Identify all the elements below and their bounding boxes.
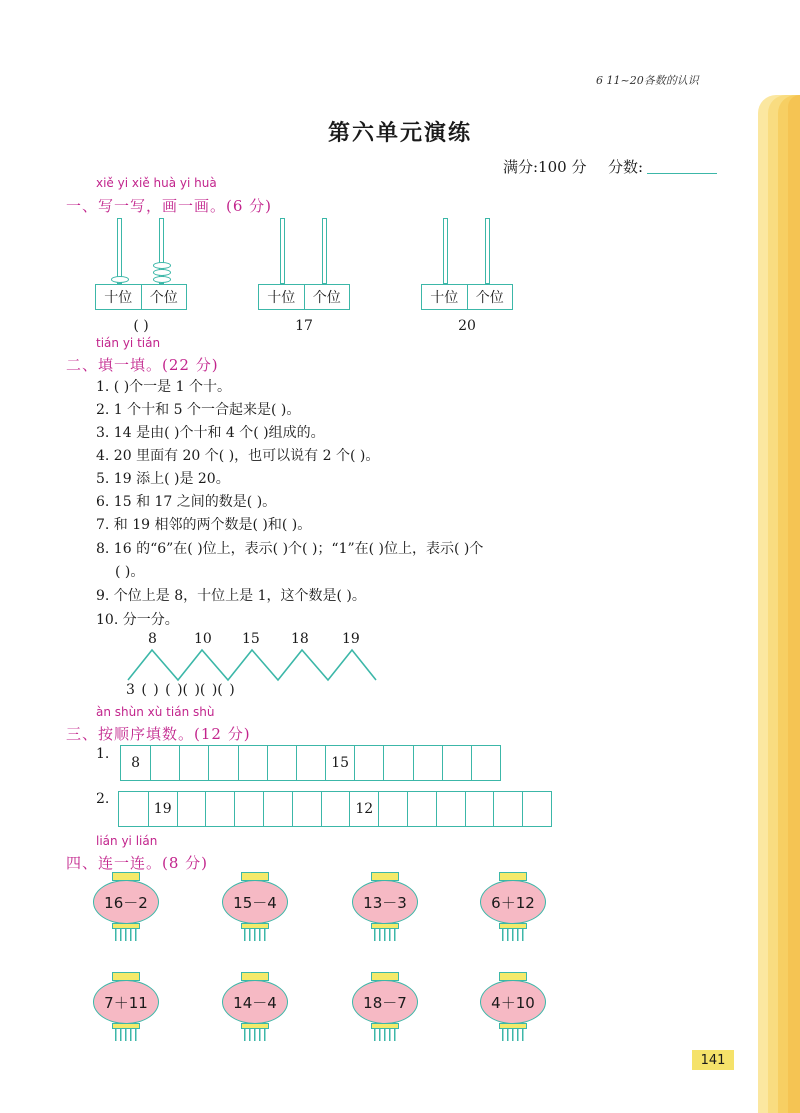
sequence-cell[interactable] <box>465 792 494 826</box>
section2-pinyin: tián yi tián <box>96 336 161 350</box>
sequence-cell[interactable]: 8 <box>131 755 141 771</box>
sequence-cell[interactable] <box>522 792 551 826</box>
question-8[interactable]: 8. 16 的“6”在( )位上，表示( )个( )；“1”在( )位上，表示( )个 <box>96 541 484 557</box>
question-5[interactable]: 5. 19 添上( )是 20。 <box>96 471 230 487</box>
sequence-cell[interactable] <box>407 792 436 826</box>
sequence-cell[interactable] <box>378 792 407 826</box>
sequence-cell[interactable]: 12 <box>349 792 378 826</box>
lantern[interactable] <box>352 972 418 1044</box>
question-6[interactable]: 6. 15 和 17 之间的数是( )。 <box>96 494 277 510</box>
bead <box>153 276 171 283</box>
lantern-tassel <box>115 929 137 941</box>
question-3[interactable]: 3. 14 是由( )个十和 4 个( )组成的。 <box>96 425 325 441</box>
abacus-number: 17 <box>295 318 313 334</box>
ones-label: 个位 <box>304 285 350 309</box>
lantern-tassel <box>374 929 396 941</box>
sequence-cell[interactable] <box>354 746 383 780</box>
lantern[interactable] <box>93 972 159 1044</box>
sequence-cell[interactable] <box>436 792 465 826</box>
sequence-cell[interactable] <box>292 792 321 826</box>
lantern[interactable] <box>93 872 159 944</box>
lantern-expression: 7＋11 <box>93 980 159 1024</box>
lantern-expression: 15－4 <box>222 880 288 924</box>
lantern-tassel <box>374 1029 396 1041</box>
bead <box>111 276 129 283</box>
row2-label: 2. <box>96 791 110 807</box>
sequence-cell[interactable]: 19 <box>148 792 177 826</box>
lantern-expression: 13－3 <box>352 880 418 924</box>
lantern-expression: 4＋10 <box>480 980 546 1024</box>
section3-heading: 三、按顺序填数。(12 分) <box>66 725 251 743</box>
split-number: 15 <box>242 631 260 647</box>
sequence-cell[interactable] <box>383 746 412 780</box>
split-number: 19 <box>342 631 360 647</box>
section4-pinyin: lián yi lián <box>96 834 158 848</box>
lantern[interactable] <box>480 872 546 944</box>
tens-label: 十位 <box>267 290 296 306</box>
sequence-cell[interactable] <box>208 746 237 780</box>
lantern-tassel <box>115 1029 137 1041</box>
abacus-1[interactable] <box>95 218 187 334</box>
sequence-cell[interactable] <box>205 792 234 826</box>
question-7[interactable]: 7. 和 19 相邻的两个数是( )和( )。 <box>96 517 312 533</box>
sequence-cell[interactable] <box>179 746 208 780</box>
page-title: 第六单元演练 <box>327 120 472 146</box>
score-line <box>503 156 717 177</box>
split-number: 8 <box>148 631 157 647</box>
question-8-cont[interactable]: ( )。 <box>115 564 145 580</box>
lantern-tassel <box>244 1029 266 1041</box>
lantern-expression: 6＋12 <box>480 880 546 924</box>
score-label: 分数: <box>608 158 644 176</box>
tens-rod <box>280 218 285 284</box>
ones-rod <box>322 218 327 284</box>
lantern[interactable] <box>352 872 418 944</box>
ones-rod <box>485 218 490 284</box>
question-1[interactable]: 1. ( )个一是 1 个十。 <box>96 379 231 395</box>
sequence-cell[interactable] <box>119 792 148 826</box>
header-note: 6 11~20各数的认识 <box>596 74 699 87</box>
question-4[interactable]: 4. 20 里面有 20 个( )，也可以说有 2 个( )。 <box>96 448 380 464</box>
page-number: 141 <box>692 1050 734 1070</box>
sequence-cell[interactable] <box>177 792 206 826</box>
sequence-grid-2 <box>118 791 552 827</box>
tens-label: 十位 <box>104 290 133 306</box>
sequence-cell[interactable] <box>442 746 471 780</box>
sequence-cell[interactable] <box>413 746 442 780</box>
abacus-answer-blank[interactable]: ( ) <box>133 318 149 334</box>
place-value-table <box>258 284 350 310</box>
question-2[interactable]: 2. 1 个十和 5 个一合起来是( )。 <box>96 402 301 418</box>
lantern-tassel <box>502 1029 524 1041</box>
sequence-cell[interactable] <box>321 792 350 826</box>
lantern[interactable] <box>222 872 288 944</box>
lantern-expression: 16－2 <box>93 880 159 924</box>
tens-label: 十位 <box>430 290 459 306</box>
sequence-cell[interactable] <box>296 746 325 780</box>
sequence-cell[interactable] <box>493 792 522 826</box>
abacus-2[interactable] <box>258 218 350 334</box>
tens-rod <box>117 218 122 284</box>
sequence-cell[interactable] <box>234 792 263 826</box>
sequence-cell[interactable] <box>150 746 179 780</box>
section1-heading: 一、写一写，画一画。(6 分) <box>66 197 273 215</box>
page-edge-decoration <box>758 95 800 1113</box>
sequence-cell[interactable] <box>267 746 296 780</box>
lantern-tassel <box>244 929 266 941</box>
sequence-cell[interactable] <box>471 746 500 780</box>
lantern[interactable] <box>222 972 288 1044</box>
question-9[interactable]: 9. 个位上是 8，十位上是 1，这个数是( )。 <box>96 588 366 604</box>
score-blank[interactable] <box>647 160 717 174</box>
place-value-table <box>421 284 513 310</box>
abacus-3[interactable] <box>421 218 513 334</box>
full-score: 满分:100 分 <box>503 158 587 176</box>
bead <box>153 262 171 269</box>
sequence-cell[interactable] <box>238 746 267 780</box>
place-value-table <box>95 284 187 310</box>
sequence-cell[interactable] <box>263 792 292 826</box>
split-number: 18 <box>291 631 309 647</box>
abacus-number: 20 <box>458 318 476 334</box>
ones-label: 个位 <box>141 285 187 309</box>
split-zigzag-lines <box>120 648 380 684</box>
section4-heading: 四、连一连。(8 分) <box>66 854 209 872</box>
lantern-expression: 18－7 <box>352 980 418 1024</box>
section1-pinyin: xiě yi xiě huà yi huà <box>96 176 217 190</box>
lantern[interactable] <box>480 972 546 1044</box>
lantern-tassel <box>502 929 524 941</box>
row1-label: 1. <box>96 746 110 762</box>
tens-rod <box>443 218 448 284</box>
split-answer-blanks[interactable]: 3 ( ) ( )( )( )( ) <box>126 682 235 698</box>
ones-label: 个位 <box>467 285 513 309</box>
section3-pinyin: àn shùn xù tián shù <box>96 705 215 719</box>
sequence-grid-1 <box>120 745 501 781</box>
lantern-expression: 14－4 <box>222 980 288 1024</box>
bead <box>153 269 171 276</box>
question-10: 10. 分一分。 <box>96 612 179 628</box>
split-number: 10 <box>194 631 212 647</box>
section2-heading: 二、填一填。(22 分) <box>66 356 219 374</box>
sequence-cell[interactable]: 15 <box>325 746 354 780</box>
